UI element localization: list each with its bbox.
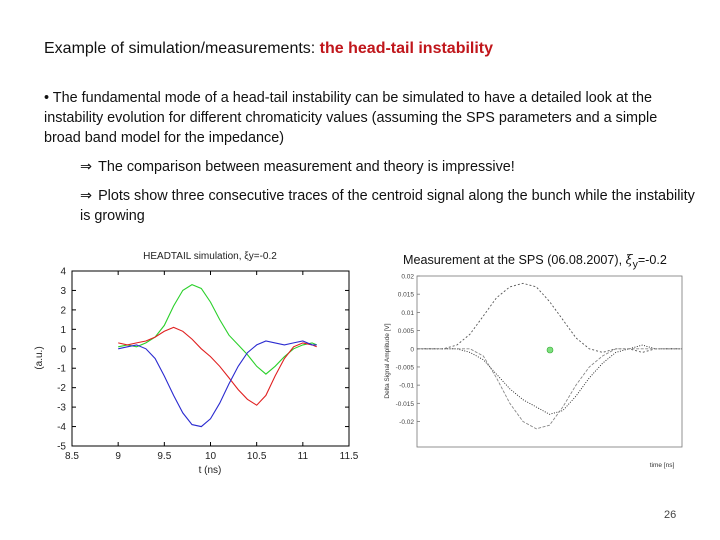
y-tick-label: -0.005	[395, 364, 414, 372]
xi-subscript: y	[632, 258, 638, 271]
plot-frame	[417, 276, 682, 447]
caption-text: Measurement at the SPS (06.08.2007),	[403, 253, 626, 267]
y-tick-label: 0.005	[397, 328, 414, 336]
y-tick-label: -0.02	[399, 419, 414, 427]
y-tick-label: 0.02	[401, 273, 414, 281]
y-tick-label: -1	[57, 363, 66, 375]
series-line-1	[417, 283, 682, 352]
title-highlight: the head-tail instability	[319, 40, 494, 57]
x-tick-label: 10	[204, 451, 217, 462]
x-tick-label: 9.5	[157, 451, 172, 462]
y-tick-label: -2	[57, 383, 66, 395]
implies-arrow-icon: ⇒	[80, 188, 93, 204]
y-tick-label: 4	[60, 266, 66, 278]
plot-frame	[72, 271, 349, 446]
series-line-2	[417, 345, 682, 414]
simulation-chart	[0, 245, 360, 477]
sub-point-2	[80, 186, 700, 226]
y-tick-label: 0	[410, 346, 414, 354]
y-tick-label: 2	[60, 305, 66, 317]
x-tick-label: 11	[297, 451, 309, 462]
y-tick-label: 1	[60, 324, 66, 336]
y-tick-label: 0.01	[401, 309, 414, 317]
measurement-chart	[380, 270, 690, 475]
y-tick-label: -3	[57, 402, 66, 414]
series-line-2	[118, 327, 317, 405]
x-tick-label: 10.5	[246, 451, 267, 462]
x-axis-label: t (ns)	[198, 465, 222, 476]
series-line-3	[417, 349, 682, 429]
implies-arrow-icon: ⇒	[80, 159, 93, 175]
y-tick-label: -5	[57, 441, 66, 453]
x-axis-label: time [ns]	[649, 462, 675, 469]
sub-point-text: The comparison between measurement and theory is impressive!	[98, 159, 515, 175]
y-axis-label: (a.u.)	[34, 346, 45, 370]
sub-point-text: Plots show three consecutive traces of the centroid signal along the bunch while the instability is growing	[80, 188, 695, 224]
y-tick-label: -0.015	[395, 400, 414, 408]
y-tick-label: -4	[57, 422, 66, 434]
marker-point	[547, 347, 553, 353]
y-axis-label: Delta Signal Amplitude [V]	[384, 323, 391, 399]
caption-value: =-0.2	[637, 253, 667, 267]
xi-symbol: ξ	[625, 252, 633, 267]
x-tick-label: 9	[115, 451, 121, 462]
y-tick-label: 0.015	[397, 291, 414, 299]
measurement-caption	[403, 252, 667, 271]
y-tick-label: -0.01	[399, 382, 414, 390]
title-prefix: Example of simulation/measurements:	[44, 40, 320, 57]
main-bullet: • The fundamental mode of a head-tail instability can be simulated to have a detailed look at the instability evolution for different chromaticity values (assuming the SPS parameters and a simple broad band model for the impedance)	[44, 90, 658, 146]
y-tick-label: 0	[60, 344, 66, 356]
page-number: 26	[664, 509, 677, 521]
sub-point-1	[80, 157, 700, 177]
y-tick-label: 3	[60, 285, 66, 297]
x-tick-label: 8.5	[65, 451, 79, 462]
chart-title: HEADTAIL simulation, ξy=-0.2	[143, 251, 277, 262]
slide-title	[44, 40, 493, 58]
series-line-1	[118, 285, 317, 375]
x-tick-label: 11.5	[339, 451, 359, 462]
